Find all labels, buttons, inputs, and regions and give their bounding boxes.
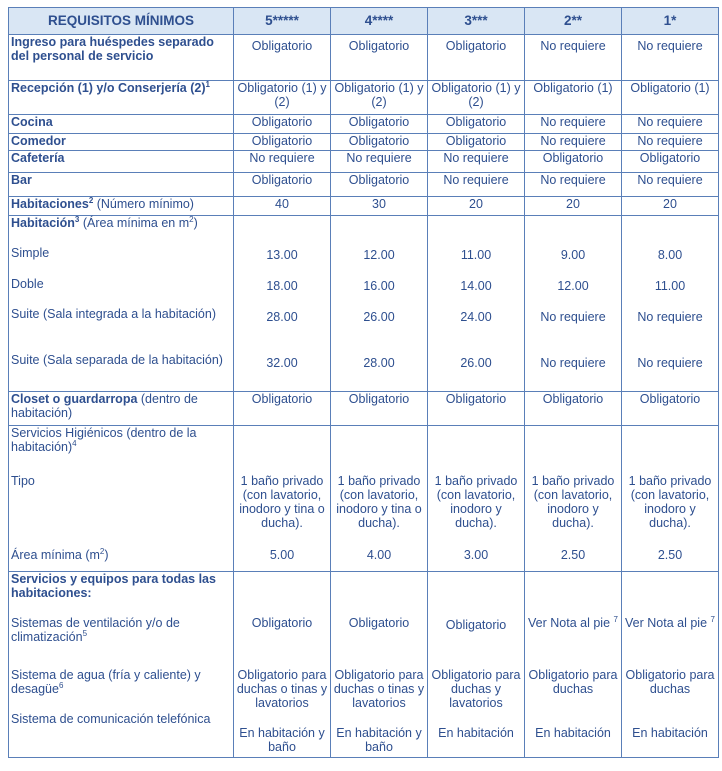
doble-4: 16.00 xyxy=(363,279,395,293)
row-cocina-label: Cocina xyxy=(9,115,234,134)
agua-footnote: 6 xyxy=(58,680,64,690)
row-closet-3: Obligatorio xyxy=(428,392,525,426)
row-cocina-2: No requiere xyxy=(525,115,622,134)
row-ingreso xyxy=(9,35,719,81)
row-habitaciones-label-bold: Habitaciones xyxy=(11,197,89,211)
doble-label: Doble xyxy=(11,277,44,291)
minimum-requirements-table xyxy=(8,7,719,758)
agua-1: Obligatorio para duchas xyxy=(625,668,715,696)
row-closet-label-rest: (dentro de habitación) xyxy=(11,392,198,420)
servicios-higienicos-1 xyxy=(622,426,719,572)
doble-3: 14.00 xyxy=(460,279,492,293)
servicios-higienicos-title xyxy=(11,426,231,458)
ventilacion-label xyxy=(11,616,231,668)
servicios-higienicos-footnote: 4 xyxy=(72,438,77,448)
row-servicios-equipos xyxy=(9,572,719,758)
row-cafeteria xyxy=(9,151,719,173)
row-ingreso-3: Obligatorio xyxy=(428,35,525,81)
ventilacion-2-footnote: 7 xyxy=(613,614,618,624)
row-recepcion-1: Obligatorio (1) xyxy=(622,81,719,115)
servicios-equipos-1 xyxy=(622,572,719,758)
agua-5: Obligatorio para duchas o tinas y lavatorios xyxy=(236,668,328,710)
row-cafeteria-label: Cafetería xyxy=(9,151,234,173)
servicios-higienicos-3 xyxy=(428,426,525,572)
habitacion-values-3 xyxy=(428,216,525,392)
row-habitaciones-5: 40 xyxy=(234,197,331,216)
telefono-3: En habitación xyxy=(438,726,514,740)
area-3: 3.00 xyxy=(463,548,489,562)
row-comedor-2: No requiere xyxy=(525,134,622,151)
suite-integrada-5: 28.00 xyxy=(266,310,298,324)
row-bar-4: Obligatorio xyxy=(331,173,428,197)
row-ingreso-1: No requiere xyxy=(622,35,719,81)
suite-separada-2: No requiere xyxy=(540,356,606,370)
row-ingreso-5: Obligatorio xyxy=(234,35,331,81)
suite-separada-4: 28.00 xyxy=(363,356,395,370)
ventilacion-2-text: Ver Nota al pie xyxy=(528,616,611,630)
row-closet-2: Obligatorio xyxy=(525,392,622,426)
suite-separada-label: Suite (Sala separada de la habitación) xyxy=(11,353,223,367)
row-closet-label xyxy=(9,392,234,426)
row-comedor-3: Obligatorio xyxy=(428,134,525,151)
row-habitaciones-footnote: 2 xyxy=(88,195,94,205)
tipo-3: 1 baño privado (con lavatorio, inodoro y ducha). xyxy=(434,474,518,530)
suite-separada-1: No requiere xyxy=(637,356,703,370)
habitacion-values-5 xyxy=(234,216,331,392)
row-recepcion-5: Obligatorio (1) y (2) xyxy=(234,81,331,115)
suite-separada-3: 26.00 xyxy=(460,356,492,370)
ventilacion-1-text: Ver Nota al pie xyxy=(625,616,708,630)
row-ingreso-4: Obligatorio xyxy=(331,35,428,81)
row-cafeteria-5: No requiere xyxy=(234,151,331,173)
row-recepcion-label-text: Recepción (1) y/o Conserjería (2) xyxy=(11,81,206,95)
doble-1: 11.00 xyxy=(654,279,686,293)
row-habitaciones-3: 20 xyxy=(428,197,525,216)
telefono-2: En habitación xyxy=(535,726,611,740)
servicios-higienicos-4 xyxy=(331,426,428,572)
row-recepcion-footnote: 1 xyxy=(205,79,210,89)
row-cocina-1: No requiere xyxy=(622,115,719,134)
agua-3: Obligatorio para duchas y lavatorios xyxy=(431,668,521,710)
row-comedor-4: Obligatorio xyxy=(331,134,428,151)
servicios-equipos-2 xyxy=(525,572,622,758)
suite-integrada-2: No requiere xyxy=(540,310,606,324)
servicios-equipos-5 xyxy=(234,572,331,758)
row-habitaciones-label xyxy=(9,197,234,216)
agua-4: Obligatorio para duchas o tinas y lavatorios xyxy=(333,668,425,710)
row-ingreso-2: No requiere xyxy=(525,35,622,81)
agua-label xyxy=(11,668,231,712)
row-recepcion-2: Obligatorio (1) xyxy=(525,81,622,115)
row-comedor-1: No requiere xyxy=(622,134,719,151)
ventilacion-1-footnote: 7 xyxy=(710,614,715,624)
row-habitacion-area-title xyxy=(11,216,231,230)
telefono-5: En habitación y baño xyxy=(239,726,325,754)
header-requirement: REQUISITOS MÍNIMOS xyxy=(9,8,234,35)
tipo-5: 1 baño privado (con lavatorio, inodoro y tina o ducha). xyxy=(239,474,325,530)
simple-2: 9.00 xyxy=(560,248,586,262)
row-bar-5: Obligatorio xyxy=(234,173,331,197)
ventilacion-3: Obligatorio xyxy=(445,618,507,632)
row-recepcion-3: Obligatorio (1) y (2) xyxy=(428,81,525,115)
tipo-1: 1 baño privado (con lavatorio, inodoro y ducha). xyxy=(628,474,712,530)
row-bar-2: No requiere xyxy=(525,173,622,197)
doble-5: 18.00 xyxy=(266,279,298,293)
suite-integrada-3: 24.00 xyxy=(460,310,492,324)
ventilacion-1 xyxy=(624,616,716,668)
row-cocina-3: Obligatorio xyxy=(428,115,525,134)
row-habitacion-area-labels xyxy=(9,216,234,392)
simple-4: 12.00 xyxy=(363,248,395,262)
ventilacion-label-text: Sistemas de ventilación y/o de climatización xyxy=(11,616,180,644)
header-1-star: 1* xyxy=(622,8,719,35)
area-2: 2.50 xyxy=(560,548,586,562)
row-bar-1: No requiere xyxy=(622,173,719,197)
row-recepcion-label xyxy=(9,81,234,115)
habitacion-title-bold: Habitación xyxy=(11,216,75,230)
requirements-page xyxy=(8,7,718,758)
servicios-equipos-4 xyxy=(331,572,428,758)
servicios-higienicos-5 xyxy=(234,426,331,572)
row-habitaciones xyxy=(9,197,719,216)
row-closet-label-bold: Closet o guardarropa xyxy=(11,392,138,406)
habitacion-values-2 xyxy=(525,216,622,392)
doble-2: 12.00 xyxy=(557,279,589,293)
row-closet xyxy=(9,392,719,426)
suite-integrada-4: 26.00 xyxy=(363,310,395,324)
row-habitaciones-2: 20 xyxy=(525,197,622,216)
header-3-stars: 3*** xyxy=(428,8,525,35)
row-comedor-label: Comedor xyxy=(9,134,234,151)
row-bar-3: No requiere xyxy=(428,173,525,197)
row-servicios-equipos-labels xyxy=(9,572,234,758)
row-comedor xyxy=(9,134,719,151)
suite-integrada-label: Suite (Sala integrada a la habitación) xyxy=(11,307,216,321)
suite-integrada-1: No requiere xyxy=(637,310,703,324)
row-ingreso-label xyxy=(9,35,234,81)
row-cocina-4: Obligatorio xyxy=(331,115,428,134)
telefono-label: Sistema de comunicación telefónica xyxy=(11,712,211,726)
row-cafeteria-2: Obligatorio xyxy=(525,151,622,173)
row-recepcion xyxy=(9,81,719,115)
habitacion-values-4 xyxy=(331,216,428,392)
tipo-4: 1 baño privado (con lavatorio, inodoro y tina o ducha). xyxy=(336,474,422,530)
simple-1: 8.00 xyxy=(657,248,683,262)
row-habitacion-area xyxy=(9,216,719,392)
area-minima-sup: 2 xyxy=(99,546,105,556)
row-cafeteria-1: Obligatorio xyxy=(622,151,719,173)
habitacion-unit-sup: 2 xyxy=(189,214,194,224)
row-bar-label: Bar xyxy=(9,173,234,197)
header-row xyxy=(9,8,719,35)
row-cocina xyxy=(9,115,719,134)
row-habitaciones-1: 20 xyxy=(622,197,719,216)
servicios-equipos-3 xyxy=(428,572,525,758)
area-1: 2.50 xyxy=(657,548,683,562)
row-cafeteria-3: No requiere xyxy=(428,151,525,173)
row-servicios-higienicos-labels xyxy=(9,426,234,572)
row-habitaciones-4: 30 xyxy=(331,197,428,216)
ventilacion-footnote: 5 xyxy=(82,628,88,638)
area-minima-end: ) xyxy=(104,548,109,562)
area-minima-label-text: Área mínima (m xyxy=(11,548,100,562)
habitacion-values-1 xyxy=(622,216,719,392)
tipo-label: Tipo xyxy=(11,474,35,488)
tipo-2: 1 baño privado (con lavatorio, inodoro y ducha). xyxy=(531,474,615,530)
header-4-stars: 4**** xyxy=(331,8,428,35)
agua-2: Obligatorio para duchas xyxy=(528,668,618,696)
row-closet-5: Obligatorio xyxy=(234,392,331,426)
telefono-4: En habitación y baño xyxy=(336,726,422,754)
telefono-1: En habitación xyxy=(632,726,708,740)
row-ingreso-label-text: Ingreso para huéspedes separado del personal de servicio xyxy=(11,35,214,63)
habitacion-title-rest: (Área mínima en m xyxy=(79,216,190,230)
simple-3: 11.00 xyxy=(460,248,492,262)
row-cocina-5: Obligatorio xyxy=(234,115,331,134)
row-closet-4: Obligatorio xyxy=(331,392,428,426)
ventilacion-2 xyxy=(527,616,619,668)
row-bar xyxy=(9,173,719,197)
agua-label-text: Sistema de agua (fría y caliente) y desagüe xyxy=(11,668,201,696)
row-cafeteria-4: No requiere xyxy=(331,151,428,173)
row-comedor-5: Obligatorio xyxy=(234,134,331,151)
row-habitaciones-label-rest: (Número mínimo) xyxy=(93,197,194,211)
area-minima-label xyxy=(11,548,231,562)
servicios-higienicos-title-text: Servicios Higiénicos (dentro de la habitación) xyxy=(11,426,197,454)
simple-5: 13.00 xyxy=(266,248,298,262)
header-5-stars: 5***** xyxy=(234,8,331,35)
row-closet-1: Obligatorio xyxy=(622,392,719,426)
simple-label: Simple xyxy=(11,246,50,260)
servicios-higienicos-2 xyxy=(525,426,622,572)
area-5: 5.00 xyxy=(269,548,295,562)
row-recepcion-4: Obligatorio (1) y (2) xyxy=(331,81,428,115)
servicios-equipos-title: Servicios y equipos para todas las habitaciones: xyxy=(11,572,216,600)
header-2-stars: 2** xyxy=(525,8,622,35)
habitacion-title-end: ) xyxy=(193,216,198,230)
area-4: 4.00 xyxy=(366,548,392,562)
row-servicios-higienicos xyxy=(9,426,719,572)
suite-separada-5: 32.00 xyxy=(266,356,298,370)
habitacion-footnote: 3 xyxy=(74,214,80,224)
ventilacion-4: Obligatorio xyxy=(348,616,410,630)
ventilacion-5: Obligatorio xyxy=(251,616,313,630)
